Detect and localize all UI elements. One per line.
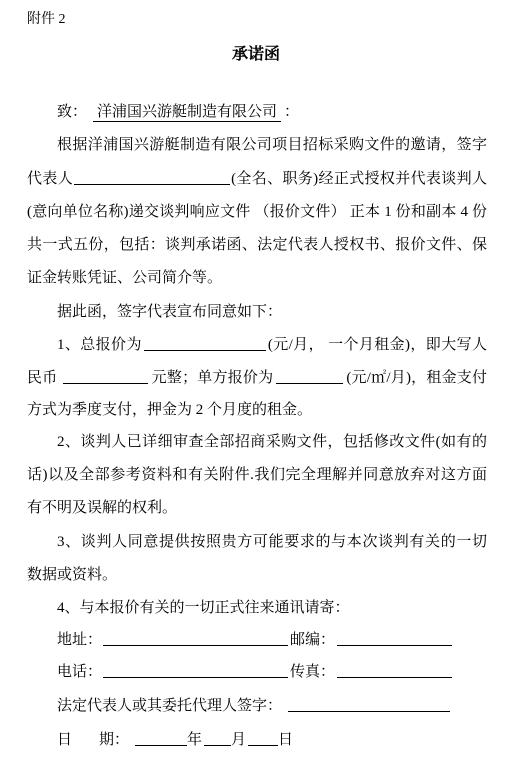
address-label: 地址： xyxy=(57,632,103,648)
fax-label: 传真： xyxy=(290,664,336,680)
item2-line-3: 有不明及误解的权利。 xyxy=(27,500,178,516)
address-row xyxy=(57,630,452,650)
intro-line-5: 证金转账凭证、公司简介等。 xyxy=(27,270,223,286)
item1-line-2-part-3: (元/㎡/月)，租金支付 xyxy=(346,370,487,386)
total-price-blank xyxy=(144,336,266,351)
item1-line-2-part-2: 元整；单方报价为 xyxy=(151,370,274,386)
item1-line-2-part-1: 民币 xyxy=(27,370,58,386)
item1-line-1-end: (元/月， 一个月租金)，即大写人 xyxy=(267,337,487,353)
signature-blank xyxy=(288,697,450,712)
attachment-label: 附件 2 xyxy=(27,12,66,27)
date-label: 日 期： xyxy=(57,732,130,748)
statement-line: 据此函，签字代表宣布同意如下： xyxy=(57,304,283,320)
intro-line-2-end: (全名、职务)经正式授权并代表谈判人 xyxy=(231,171,487,187)
salutation-suffix: ： xyxy=(284,104,300,120)
intro-line-3: (意向单位名称)递交谈判响应文件 （报价文件） 正本 1 份和副本 4 份 xyxy=(27,204,487,220)
intro-line-2-start: 代表人 xyxy=(27,171,74,187)
salutation xyxy=(57,102,299,122)
item1-line-1 xyxy=(57,335,487,355)
year-label: 年 xyxy=(187,732,203,748)
signatory-name-blank xyxy=(74,170,230,185)
amount-in-words-blank xyxy=(63,369,148,384)
page-title: 承诺函 xyxy=(231,46,280,63)
intro-line-4: 共一式五份，包括：谈判承诺函、法定代表人授权书、报价文件、保 xyxy=(27,237,487,253)
phone-row xyxy=(57,662,452,682)
day-blank xyxy=(248,731,278,746)
item1-line-2 xyxy=(27,368,487,388)
month-label: 月 xyxy=(231,732,247,748)
fax-blank xyxy=(337,663,452,678)
phone-label: 电话： xyxy=(57,664,103,680)
address-blank xyxy=(103,631,288,646)
item3-line-1: 3、谈判人同意提供按照贵方可能要求的与本次谈判有关的一切 xyxy=(57,534,487,550)
intro-line-1: 根据洋浦国兴游艇制造有限公司项目招标采购文件的邀请，签字 xyxy=(57,137,487,153)
postcode-label: 邮编： xyxy=(290,632,336,648)
item2-line-1: 2、谈判人已详细审查全部招商采购文件，包括修改文件(如有的 xyxy=(57,434,487,450)
unit-price-blank xyxy=(276,369,343,384)
intro-line-2 xyxy=(27,169,487,189)
recipient-name: 洋浦国兴游艇制造有限公司 xyxy=(93,104,281,122)
item3-line-2: 数据或资料。 xyxy=(27,567,118,583)
signature-row xyxy=(57,696,450,716)
item1-line-3: 方式为季度支付，押金为 2 个月度的租金。 xyxy=(27,402,313,418)
item2-line-2: 话)以及全部参考资料和有关附件.我们完全理解并同意放弃对这方面 xyxy=(27,467,487,483)
item4-line-1: 4、与本报价有关的一切正式往来通讯请寄： xyxy=(57,600,350,616)
item1-line-1-start: 1、总报价为 xyxy=(57,337,142,353)
month-blank xyxy=(204,731,231,746)
phone-blank xyxy=(103,663,288,678)
signature-label: 法定代表人或其委托代理人签字： xyxy=(57,698,283,714)
postcode-blank xyxy=(337,631,452,646)
date-row xyxy=(57,730,293,750)
year-blank xyxy=(135,731,187,746)
salutation-prefix: 致： xyxy=(57,104,88,120)
day-label: 日 xyxy=(278,732,294,748)
